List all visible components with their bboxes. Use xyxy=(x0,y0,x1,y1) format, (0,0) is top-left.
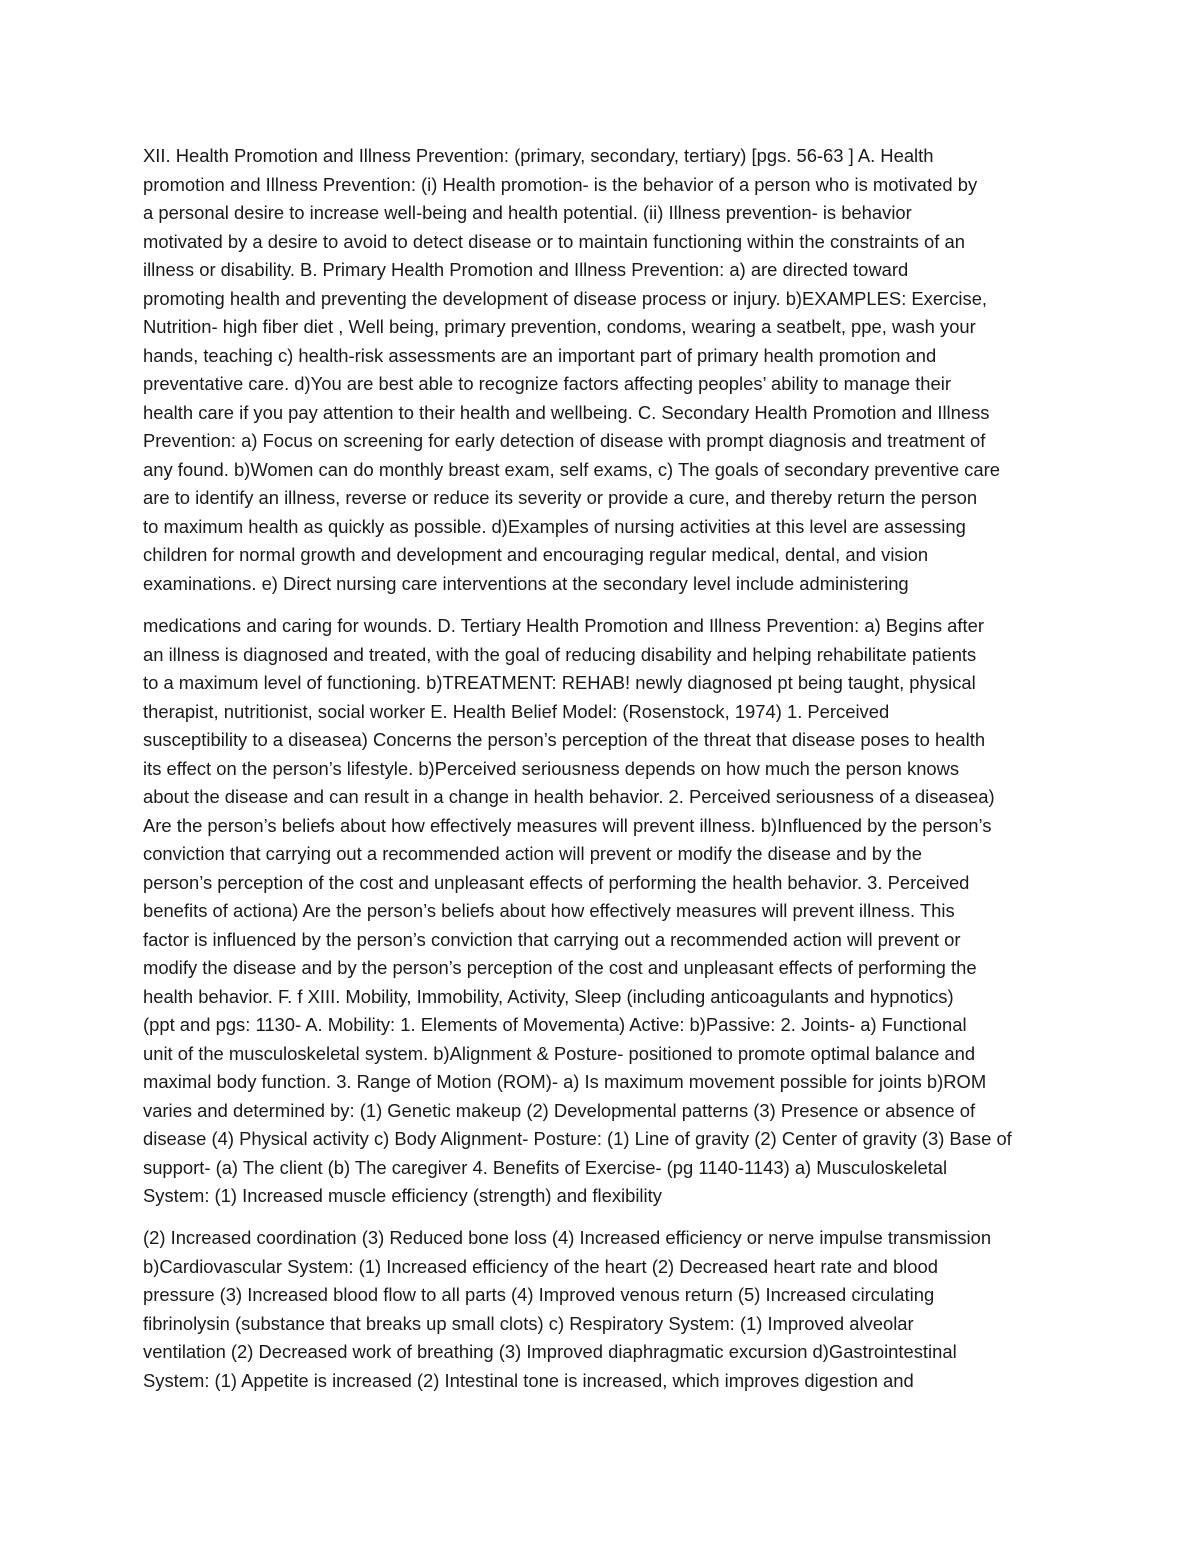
text-line: modify the disease and by the person’s perception of the cost and unpleasant effects of performing the xyxy=(143,957,977,978)
text-line: illness or disability. B. Primary Health Promotion and Illness Prevention: a) are directed toward xyxy=(143,259,909,280)
text-line: ventilation (2) Decreased work of breathing (3) Improved diaphragmatic excursion d)Gastrointestinal xyxy=(143,1341,957,1362)
text-line: conviction that carrying out a recommended action will prevent or modify the disease and by the xyxy=(143,843,922,864)
text-line: health behavior. F. f XIII. Mobility, Immobility, Activity, Sleep (including anticoagulants and hypnotics) xyxy=(143,985,954,1007)
text-line: therapist, nutritionist, social worker E. Health Belief Model: (Rosenstock, 1974) 1. Perceived xyxy=(143,700,890,722)
text-line: a personal desire to increase well-being and health potential. (ii) Illness prevention- is behavior xyxy=(143,202,912,223)
text-line: person’s perception of the cost and unpleasant effects of performing the health behavior. 3. Perceived xyxy=(143,871,970,893)
text-line: maximal body function. 3. Range of Motion (ROM)- a) Is maximum movement possible for joints b)ROM xyxy=(143,1071,987,1092)
text-line: hands, teaching c) health-risk assessments are an important part of primary health promotion and xyxy=(143,344,937,366)
text-line: XII. Health Promotion and Illness Prevention: (primary, secondary, tertiary) [pgs. 56-63 ] A. Health xyxy=(143,145,934,166)
text-line: (2) Increased coordination (3) Reduced bone loss (4) Increased efficiency or nerve impulse transmission xyxy=(143,1227,992,1248)
text-line: to a maximum level of functioning. b)TREATMENT: REHAB! newly diagnosed pt being taught, physical xyxy=(143,672,976,693)
text-line: susceptibility to a diseasea) Concerns the person’s perception of the threat that disease poses to health xyxy=(143,729,986,750)
text-line: varies and determined by: (1) Genetic makeup (2) Developmental patterns (3) Presence or absence of xyxy=(143,1099,976,1121)
text-line: Nutrition- high fiber diet , Well being, primary prevention, condoms, wearing a seatbelt, ppe, wash your xyxy=(143,316,976,337)
text-line: benefits of actiona) Are the person’s beliefs about how effectively measures will prevent illness. This xyxy=(143,900,955,921)
text-line: promoting health and preventing the development of disease process or injury. b)EXAMPLES: Exercise, xyxy=(143,287,988,309)
text-line: health care if you pay attention to their health and wellbeing. C. Secondary Health Promotion and Illness xyxy=(143,401,990,423)
text-line: (ppt and pgs: 1130- A. Mobility: 1. Elements of Movementa) Active: b)Passive: 2. Joints- a) Functional xyxy=(143,1014,967,1035)
paragraph xyxy=(143,612,1073,1211)
text-line: to maximum health as quickly as possible. d)Examples of nursing activities at this level are assessing xyxy=(143,515,966,537)
text-line: its effect on the person’s lifestyle. b)Perceived seriousness depends on how much the person knows xyxy=(143,757,960,779)
text-line: support- (a) The client (b) The caregiver 4. Benefits of Exercise- (pg 1140-1143) a) Musculoskeletal xyxy=(143,1156,948,1178)
paragraph xyxy=(143,1224,1073,1395)
paragraph xyxy=(143,142,1073,598)
text-line: medications and caring for wounds. D. Tertiary Health Promotion and Illness Prevention: a) Begins after xyxy=(143,615,984,636)
text-line: b)Cardiovascular System: (1) Increased efficiency of the heart (2) Decreased heart rate and blood xyxy=(143,1255,938,1277)
text-line: about the disease and can result in a change in health behavior. 2. Perceived seriousness of a diseasea) xyxy=(143,786,995,807)
text-line: Prevention: a) Focus on screening for early detection of disease with prompt diagnosis and treatment of xyxy=(143,430,986,451)
text-line: Are the person’s beliefs about how effectively measures will prevent illness. b)Influenced by the person’s xyxy=(143,814,992,836)
text-line: promotion and Illness Prevention: (i) Health promotion- is the behavior of a person who is motivated by xyxy=(143,173,978,195)
text-line: unit of the musculoskeletal system. b)Alignment & Posture- positioned to promote optimal balance and xyxy=(143,1042,976,1064)
text-line: factor is influenced by the person’s conviction that carrying out a recommended action will prevent or xyxy=(143,928,961,950)
text-line: motivated by a desire to avoid to detect disease or to maintain functioning within the constraints of an xyxy=(143,230,965,252)
text-line: any found. b)Women can do monthly breast exam, self exams, c) The goals of secondary preventive care xyxy=(143,458,1000,480)
text-line: pressure (3) Increased blood flow to all parts (4) Improved venous return (5) Increased circulating xyxy=(143,1284,935,1305)
text-line: System: (1) Appetite is increased (2) Intestinal tone is increased, which improves digestion and xyxy=(143,1369,914,1391)
text-line: preventative care. d)You are best able to recognize factors affecting peoples’ ability to manage their xyxy=(143,373,951,394)
text-line: children for normal growth and development and encouraging regular medical, dental, and vision xyxy=(143,544,929,565)
text-line: examinations. e) Direct nursing care interventions at the secondary level include administering xyxy=(143,572,909,594)
text-line: disease (4) Physical activity c) Body Alignment- Posture: (1) Line of gravity (2) Center of gravity (3) Base of xyxy=(143,1128,1012,1149)
text-line: System: (1) Increased muscle efficiency (strength) and flexibility xyxy=(143,1185,662,1206)
text-line: are to identify an illness, reverse or reduce its severity or provide a cure, and thereby return the person xyxy=(143,487,978,508)
text-line: fibrinolysin (substance that breaks up small clots) c) Respiratory System: (1) Improved alveolar xyxy=(143,1312,914,1334)
text-line: an illness is diagnosed and treated, with the goal of reducing disability and helping rehabilitate patients xyxy=(143,643,977,665)
